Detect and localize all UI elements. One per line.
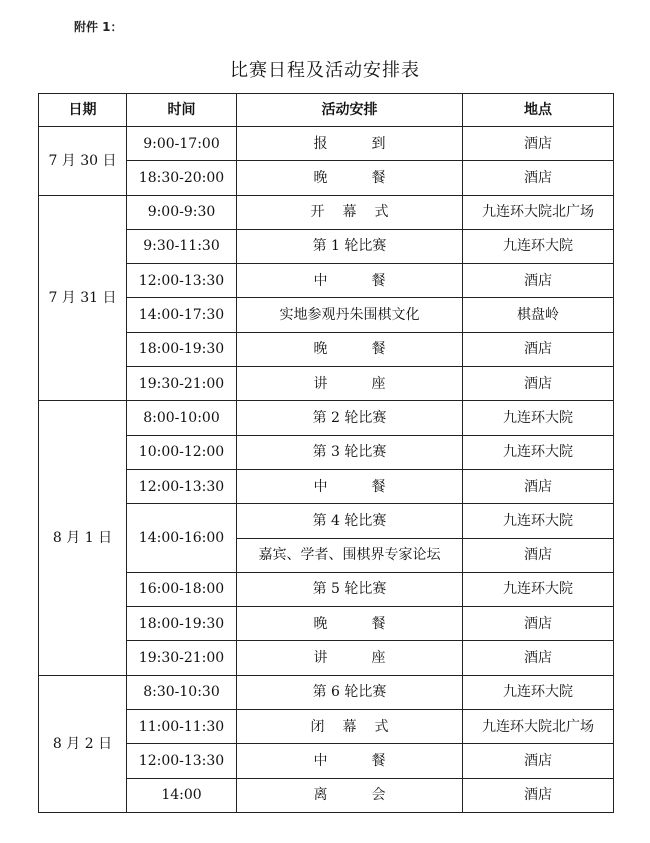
time-cell: 11:00-11:30 [127,710,237,744]
activity-cell: 第 3 轮比赛 [237,435,463,469]
header-activity: 活动安排 [237,94,463,127]
activity-cell: 讲座 [237,367,463,401]
location-cell: 酒店 [463,127,614,161]
location-cell: 酒店 [463,161,614,195]
time-cell: 9:00-9:30 [127,195,237,229]
table-row [39,675,614,709]
location-cell: 酒店 [463,778,614,812]
activity-cell: 晚餐 [237,332,463,366]
location-cell: 九连环大院 [463,504,614,538]
activity-cell: 中餐 [237,744,463,778]
table-row [39,401,614,435]
time-cell: 19:30-21:00 [127,367,237,401]
header-location: 地点 [463,94,614,127]
location-cell: 九连环大院北广场 [463,195,614,229]
location-cell: 酒店 [463,538,614,572]
location-cell: 九连环大院 [463,435,614,469]
location-cell: 酒店 [463,607,614,641]
activity-cell: 开幕式 [237,195,463,229]
table-header-row [39,94,614,127]
schedule-table [38,93,614,813]
activity-cell: 晚餐 [237,607,463,641]
time-cell: 14:00-17:30 [127,298,237,332]
time-cell: 18:00-19:30 [127,607,237,641]
time-cell: 9:30-11:30 [127,229,237,263]
table-row [39,195,614,229]
activity-cell: 闭幕式 [237,710,463,744]
header-time: 时间 [127,94,237,127]
activity-cell: 第 6 轮比赛 [237,675,463,709]
location-cell: 酒店 [463,264,614,298]
activity-cell: 晚餐 [237,161,463,195]
location-cell: 酒店 [463,332,614,366]
time-cell: 10:00-12:00 [127,435,237,469]
schedule-body [39,127,614,813]
time-cell: 12:00-13:30 [127,469,237,503]
time-cell: 9:00-17:00 [127,127,237,161]
activity-cell: 中餐 [237,469,463,503]
time-cell: 12:00-13:30 [127,264,237,298]
location-cell: 酒店 [463,641,614,675]
activity-cell: 第 1 轮比赛 [237,229,463,263]
location-cell: 九连环大院 [463,675,614,709]
date-cell: 8 月 1 日 [39,401,127,675]
time-cell: 18:00-19:30 [127,332,237,366]
date-cell: 8 月 2 日 [39,675,127,812]
page-title: 比赛日程及活动安排表 [230,60,420,81]
time-cell: 18:30-20:00 [127,161,237,195]
activity-cell: 嘉宾、学者、围棋界专家论坛 [237,538,463,572]
table-row [39,127,614,161]
time-cell: 8:30-10:30 [127,675,237,709]
attachment-label: 附件 1： [74,20,123,34]
date-cell: 7 月 31 日 [39,195,127,401]
time-cell: 14:00-16:00 [127,504,237,573]
header-date: 日期 [39,94,127,127]
location-cell: 九连环大院北广场 [463,710,614,744]
time-cell: 12:00-13:30 [127,744,237,778]
location-cell: 九连环大院 [463,401,614,435]
location-cell: 酒店 [463,744,614,778]
location-cell: 棋盘岭 [463,298,614,332]
activity-cell: 讲座 [237,641,463,675]
location-cell: 酒店 [463,469,614,503]
time-cell: 16:00-18:00 [127,572,237,606]
activity-cell: 第 4 轮比赛 [237,504,463,538]
location-cell: 九连环大院 [463,229,614,263]
time-cell: 8:00-10:00 [127,401,237,435]
date-cell: 7 月 30 日 [39,127,127,196]
time-cell: 19:30-21:00 [127,641,237,675]
activity-cell: 离会 [237,778,463,812]
location-cell: 酒店 [463,367,614,401]
activity-cell: 报到 [237,127,463,161]
time-cell: 14:00 [127,778,237,812]
activity-cell: 第 2 轮比赛 [237,401,463,435]
activity-cell: 中餐 [237,264,463,298]
location-cell: 九连环大院 [463,572,614,606]
activity-cell: 实地参观丹朱围棋文化 [237,298,463,332]
activity-cell: 第 5 轮比赛 [237,572,463,606]
